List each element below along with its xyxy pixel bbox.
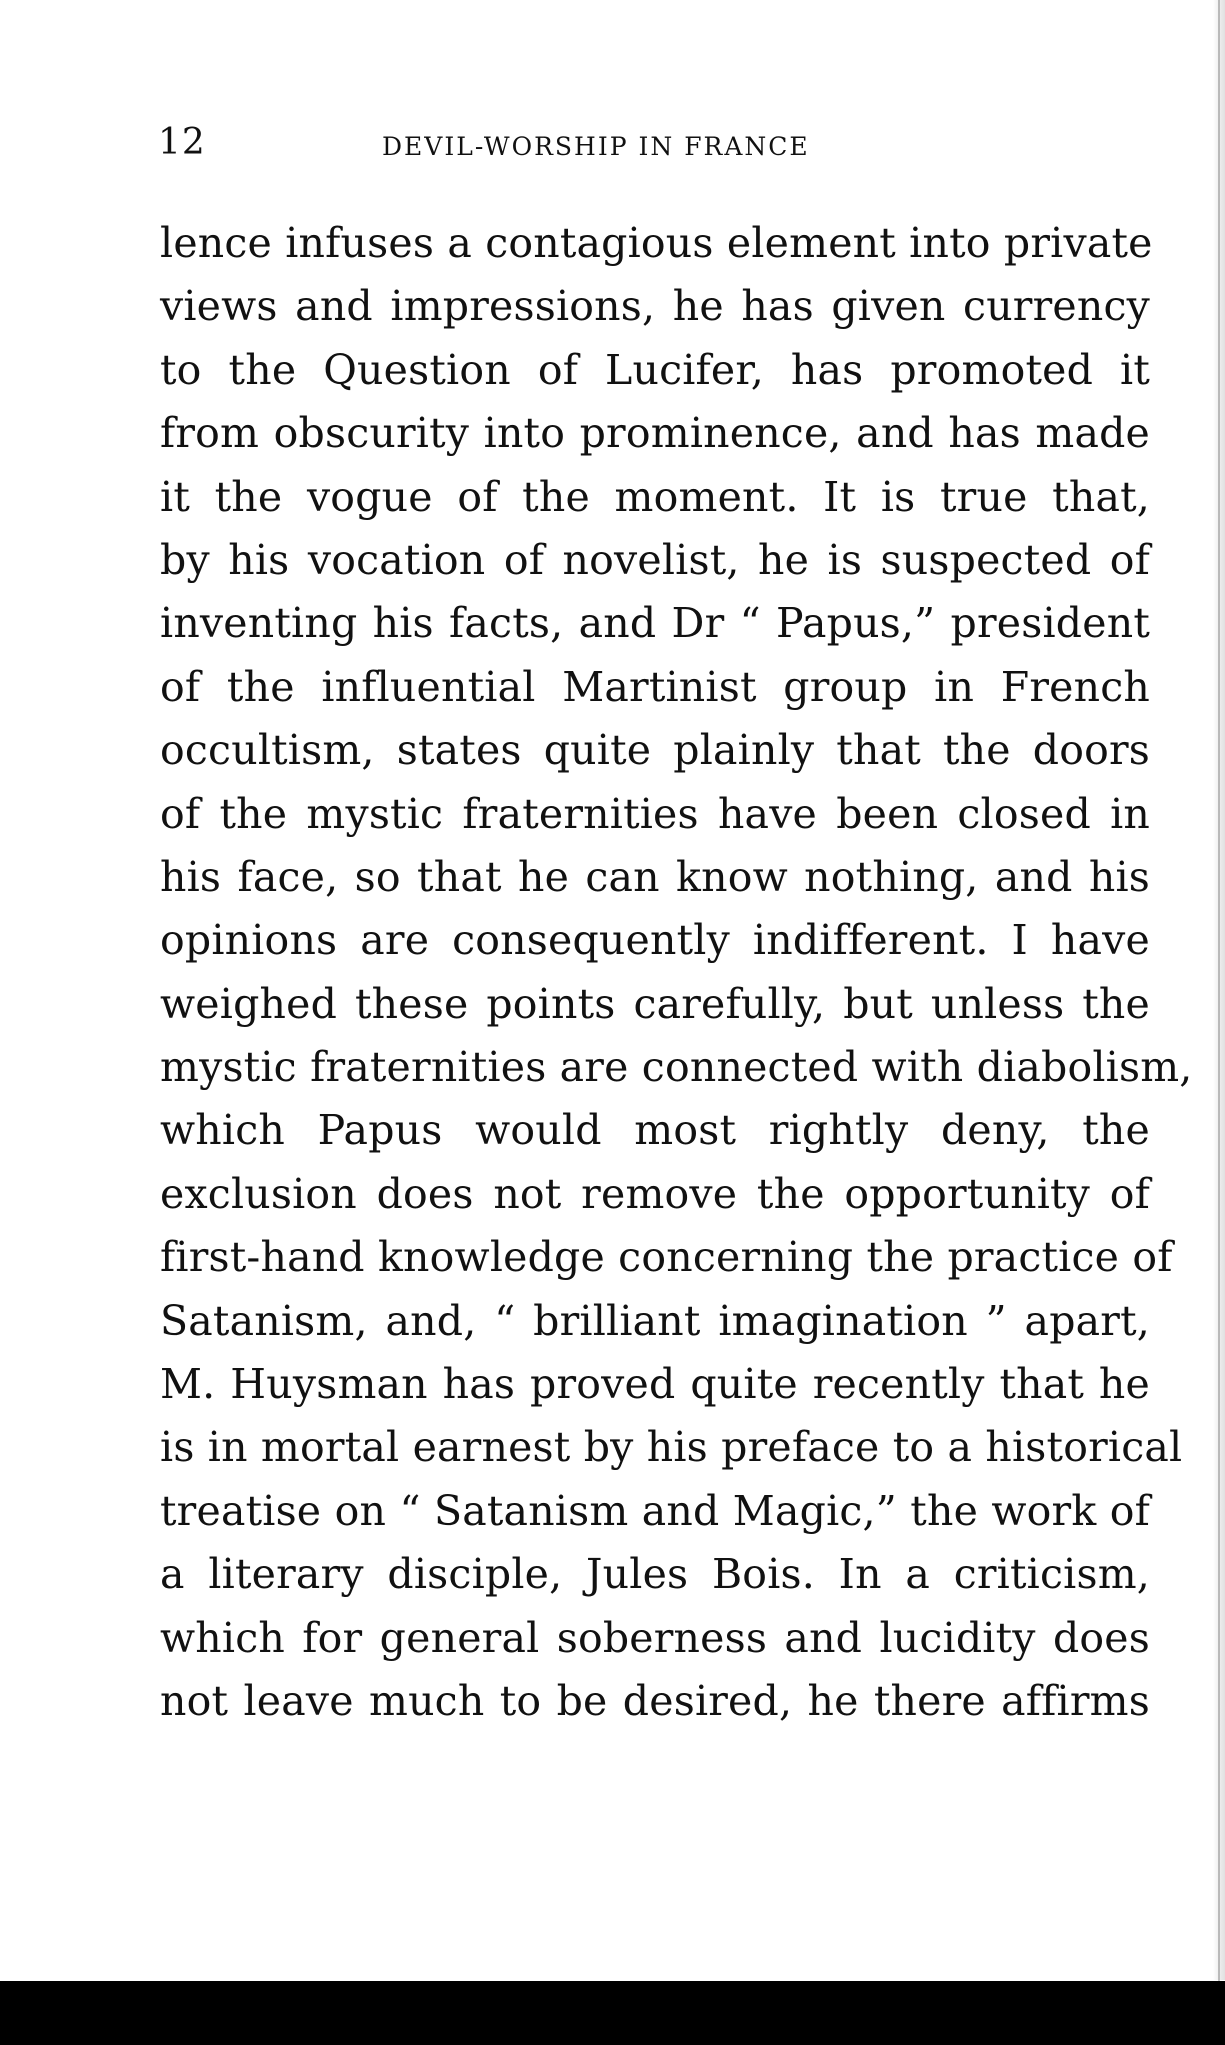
text-line: it the vogue of the moment. It is true that, <box>160 472 1150 521</box>
text-line: weighed these points carefully, but unless the <box>160 979 1150 1028</box>
running-head: DEVIL-WORSHIP IN FRANCE <box>382 132 810 161</box>
text-line: first-hand knowledge concerning the practice of <box>160 1233 1173 1282</box>
text-line: opinions are consequently indifferent. I have <box>160 916 1150 965</box>
text-line: occultism, states quite plainly that the doors <box>160 726 1150 775</box>
text-line: to the Question of Lucifer, has promoted it <box>160 345 1150 394</box>
text-line: by his vocation of novelist, he is suspected of <box>160 535 1150 584</box>
text-line: Satanism, and, “ brilliant imagination ” apart, <box>160 1296 1150 1345</box>
text-line: exclusion does not remove the opportunity of <box>160 1169 1150 1218</box>
text-line: views and impressions, he has given currency <box>160 282 1150 331</box>
page-number: 12 <box>158 122 206 163</box>
text-line: M. Huysman has proved quite recently that he <box>160 1360 1150 1409</box>
scan-bottom-band <box>0 1981 1225 2045</box>
text-line: mystic fraternities are connected with diabolism, <box>160 1043 1193 1092</box>
page-edge-line <box>1218 0 1220 1990</box>
text-line: treatise on “ Satanism and Magic,” the work of <box>160 1486 1150 1535</box>
text-line: not leave much to be desired, he there affirms <box>160 1676 1150 1725</box>
text-line: is in mortal earnest by his preface to a historical <box>160 1423 1183 1472</box>
text-line: his face, so that he can know nothing, and his <box>160 852 1150 901</box>
text-line: of the influential Martinist group in French <box>160 662 1150 711</box>
text-line: from obscurity into prominence, and has made <box>160 409 1150 458</box>
body-text <box>160 212 1193 1733</box>
text-line: which Papus would most rightly deny, the <box>160 1106 1150 1155</box>
text-line: inventing his facts, and Dr “ Papus,” president <box>160 599 1150 648</box>
text-line: which for general soberness and lucidity does <box>160 1613 1150 1662</box>
text-line: a literary disciple, Jules Bois. In a criticism, <box>160 1550 1150 1599</box>
text-line: lence infuses a contagious element into private <box>160 219 1153 267</box>
text-line: of the mystic fraternities have been closed in <box>160 789 1150 838</box>
